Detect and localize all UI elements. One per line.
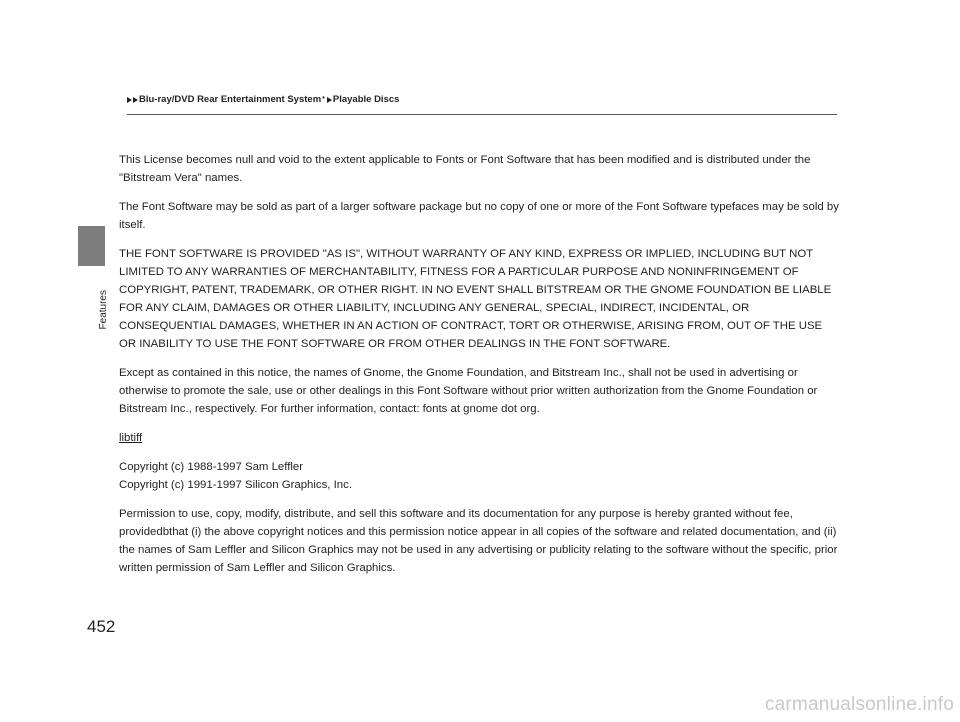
- copyright-line-2: Copyright (c) 1991-1997 Silicon Graphics, Inc.: [119, 479, 352, 491]
- breadcrumb-star: *: [322, 96, 325, 103]
- license-paragraph-2: The Font Software may be sold as part of a larger software package but no copy of one or more of the Font Software typefaces may be sold by itself.: [119, 201, 839, 231]
- breadcrumb-arrow-icon: [127, 97, 132, 103]
- breadcrumb-arrow-icon: [133, 97, 138, 103]
- breadcrumb-arrow-icon: [327, 97, 332, 103]
- watermark: carmanualsonline.info: [764, 694, 954, 715]
- license-paragraph-1: This License becomes null and void to the extent applicable to Fonts or Font Software that has been modified and is distributed under the "Bitstream Vera" names.: [119, 154, 811, 184]
- copyright-line-1: Copyright (c) 1988-1997 Sam Leffler: [119, 461, 304, 473]
- header-divider: [127, 114, 837, 115]
- libtiff-heading: libtiff: [119, 432, 143, 444]
- document-body: [119, 151, 839, 588]
- breadcrumb: [127, 94, 399, 105]
- section-tab-marker: [78, 226, 105, 266]
- breadcrumb-page[interactable]: Playable Discs: [332, 94, 400, 105]
- license-paragraph-4: Except as contained in this notice, the names of Gnome, the Gnome Foundation, and Bitstream Inc., shall not be used in advertising or otherwise to promote the sale, use or other dealings in this Font Software without prior written authorization from the Gnome Foundation or Bitstream Inc., respectively. For further information, contact: fonts at gnome dot org.: [119, 367, 818, 415]
- permission-paragraph: Permission to use, copy, modify, distribute, and sell this software and its documentation for any purpose is hereby granted without fee, providedbthat (i) the above copyright notices and this permission notice appear in all copies of the software and related documentation, and (ii) the names of Sam Leffler and Silicon Graphics may not be used in any advertising or publicity relating to the software without the specific, prior written permission of Sam Leffler and Silicon Graphics.: [119, 508, 838, 574]
- page-number: 452: [87, 617, 116, 636]
- breadcrumb-section[interactable]: Blu-ray/DVD Rear Entertainment System: [139, 94, 322, 105]
- warranty-disclaimer: THE FONT SOFTWARE IS PROVIDED "AS IS", WITHOUT WARRANTY OF ANY KIND, EXPRESS OR IMPLIED, INCLUDING BUT NOT LIMITED TO ANY WARRANTIES OF MERCHANTABILITY, FITNESS FOR A PARTICULAR PURPOSE AND NONINFRINGEMENT OF COPYRIGHT, PATENT, TRADEMARK, OR OTHER RIGHT. IN NO EVENT SHALL BITSTREAM OR THE GNOME FOUNDATION BE LIABLE FOR ANY CLAIM, DAMAGES OR OTHER LIABILITY, INCLUDING ANY GENERAL, SPECIAL, INDIRECT, INCIDENTAL, OR CONSEQUENTIAL DAMAGES, WHETHER IN AN ACTION OF CONTRACT, TORT OR OTHERWISE, ARISING FROM, OUT OF THE USE OR INABILITY TO USE THE FONT SOFTWARE OR FROM OTHER DEALINGS IN THE FONT SOFTWARE.: [119, 248, 832, 350]
- section-label: Features: [98, 290, 109, 330]
